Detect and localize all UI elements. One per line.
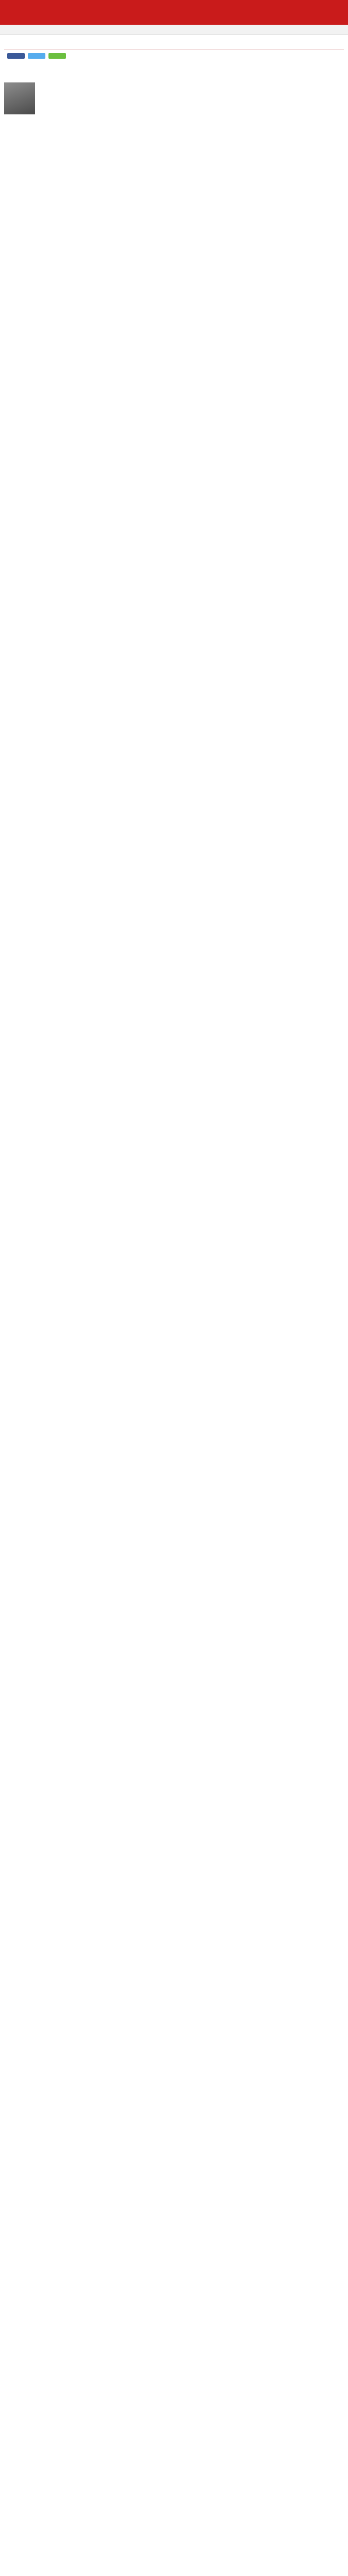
article-meta	[4, 52, 344, 60]
article-photo	[4, 82, 35, 114]
logo-main-text	[4, 10, 128, 23]
article-summary	[4, 63, 344, 78]
article-body	[4, 124, 344, 2576]
main-nav	[0, 25, 348, 35]
logo-top-text	[4, 2, 128, 10]
site-header	[0, 0, 348, 25]
article-headline	[4, 38, 344, 47]
article-page	[0, 35, 348, 131]
line-share-icon[interactable]	[48, 53, 66, 59]
facebook-share-icon[interactable]	[7, 53, 25, 59]
twitter-share-icon[interactable]	[28, 53, 45, 59]
site-logo[interactable]	[4, 2, 128, 23]
